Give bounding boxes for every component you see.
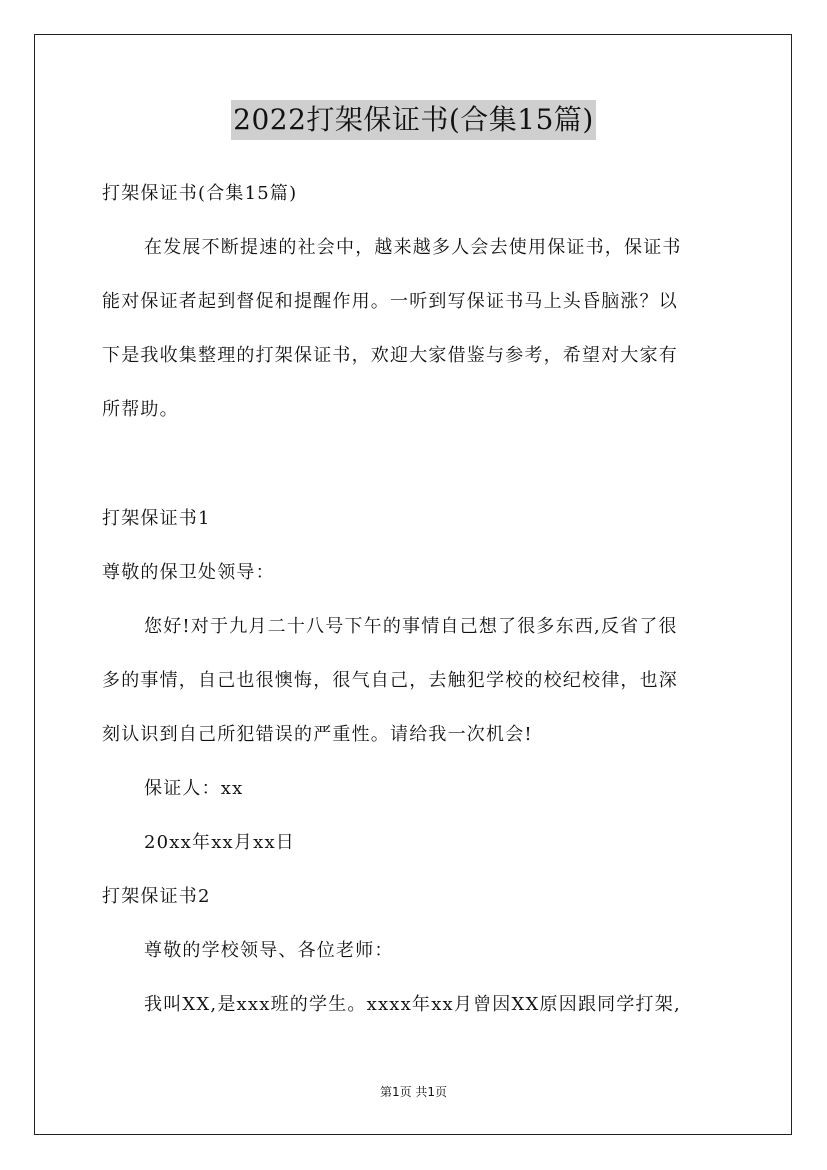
section1-body-line-2: 多的事情，自己也很懊悔，很气自己，去触犯学校的校纪校律，也深 (102, 670, 678, 691)
section2-body-line-1: 我叫XX,是xxx班的学生。xxxx年xx月曾因XX原因跟同学打架, (144, 994, 681, 1015)
section1-body-line-3: 刻认识到自己所犯错误的严重性。请给我一次机会! (102, 724, 533, 745)
section2-heading: 打架保证书2 (102, 886, 211, 907)
section1-guarantor: 保证人：xx (144, 778, 244, 799)
intro-line-3: 下是我收集整理的打架保证书，欢迎大家借鉴与参考，希望对大家有 (102, 345, 678, 366)
section1-salutation: 尊敬的保卫处领导： (102, 562, 275, 583)
intro-line-1: 在发展不断提速的社会中，越来越多人会去使用保证书，保证书 (144, 237, 682, 258)
intro-line-2: 能对保证者起到督促和提醒作用。一听到写保证书马上头昏脑涨？以 (102, 291, 678, 312)
document-subtitle: 打架保证书(合集15篇) (102, 183, 298, 204)
page-footer: 第1页 共1页 (379, 1085, 448, 1099)
section1-heading: 打架保证书1 (102, 508, 211, 529)
intro-line-4: 所帮助。 (102, 399, 179, 420)
section1-date: 20xx年xx月xx日 (144, 832, 296, 853)
section2-salutation: 尊敬的学校领导、各位老师： (144, 940, 394, 961)
title-container (0, 100, 827, 140)
section1-body-line-1: 您好!对于九月二十八号下午的事情自己想了很多东西,反省了很 (144, 616, 678, 637)
document-title: 2022打架保证书(合集15篇) (231, 100, 596, 140)
